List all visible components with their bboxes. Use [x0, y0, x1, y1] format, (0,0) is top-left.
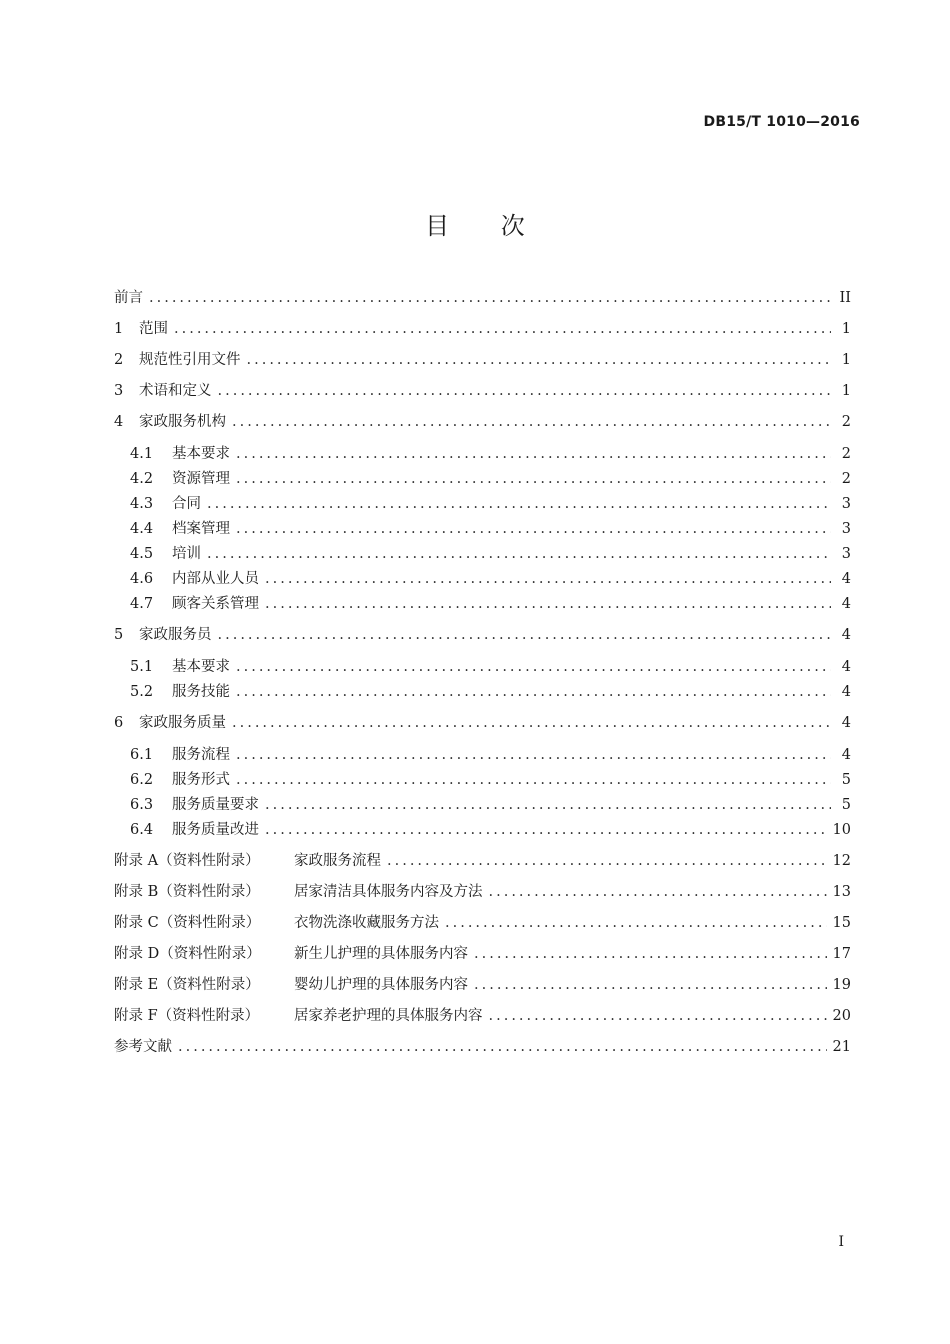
- toc-section-label: 居家养老护理的具体服务内容: [294, 1008, 483, 1024]
- dot-leader: [265, 567, 831, 591]
- toc-entry[interactable]: [114, 442, 851, 466]
- toc-entry[interactable]: [114, 623, 851, 647]
- toc-entry-title: [130, 743, 230, 767]
- toc-entry[interactable]: [114, 793, 851, 817]
- toc-entry[interactable]: [114, 880, 851, 904]
- toc-entry-title: [130, 655, 230, 679]
- dot-leader: [236, 680, 831, 704]
- dot-leader: [236, 467, 831, 491]
- toc-page-number: 13: [832, 884, 851, 900]
- toc-page-number: 5: [841, 797, 851, 813]
- toc-section-label: 基本要求: [172, 659, 230, 675]
- toc-section-label: 顾客关系管理: [172, 596, 259, 612]
- toc-entry[interactable]: [114, 849, 851, 873]
- toc-entry-title: [114, 849, 381, 873]
- toc-page-number: 4: [841, 596, 851, 612]
- toc-page-number: 4: [841, 627, 851, 643]
- toc-page-number: 2: [841, 446, 851, 462]
- toc-section-number: 3: [114, 383, 124, 399]
- toc-entry-title: [130, 467, 230, 491]
- dot-leader: [445, 911, 827, 935]
- toc-entry-title: [114, 880, 483, 904]
- toc-section-number: 6.3: [130, 797, 154, 813]
- toc-page-number: 3: [841, 546, 851, 562]
- toc-entry[interactable]: [114, 542, 851, 566]
- toc-entry-title: [114, 911, 439, 935]
- dot-leader: [474, 973, 827, 997]
- dot-leader: [265, 818, 827, 842]
- toc-entry-title: [114, 973, 468, 997]
- toc-section-label: 家政服务员: [139, 627, 212, 643]
- toc-section-label: 家政服务机构: [139, 414, 226, 430]
- toc-section-label: 家政服务质量: [139, 715, 226, 731]
- toc-section-label: 术语和定义: [139, 383, 212, 399]
- toc-page-number: 1: [841, 321, 851, 337]
- toc-page-number: 17: [832, 946, 851, 962]
- toc-entry-title: [130, 442, 230, 466]
- toc-section-number: 4.4: [130, 521, 154, 537]
- toc-section-label: 服务流程: [172, 747, 230, 763]
- toc-entry[interactable]: [114, 911, 851, 935]
- toc-page-number: 12: [832, 853, 851, 869]
- dot-leader: [265, 793, 831, 817]
- toc-section-number: 6.2: [130, 772, 154, 788]
- toc-section-number: 4.6: [130, 571, 154, 587]
- toc-entry[interactable]: [114, 348, 851, 372]
- dot-leader: [207, 542, 831, 566]
- toc-entry-title: [114, 711, 226, 735]
- toc-page-number: 19: [832, 977, 851, 993]
- toc-annex-label: 附录 C（资料性附录）: [114, 915, 261, 931]
- toc-section-label: 家政服务流程: [294, 853, 381, 869]
- toc-section-number: 4: [114, 414, 124, 430]
- page-title: 目 次: [425, 212, 547, 240]
- table-of-contents: [114, 286, 851, 1059]
- dot-leader: [265, 592, 831, 616]
- toc-entry[interactable]: [114, 711, 851, 735]
- toc-entry[interactable]: [114, 768, 851, 792]
- toc-section-number: 5: [114, 627, 124, 643]
- toc-section-number: 4.1: [130, 446, 154, 462]
- toc-section-number: 6.4: [130, 822, 154, 838]
- dot-leader: [218, 623, 832, 647]
- dot-leader: [207, 492, 831, 516]
- toc-section-label: 婴幼儿护理的具体服务内容: [294, 977, 468, 993]
- toc-section-label: 服务质量要求: [172, 797, 259, 813]
- toc-page-number: 4: [841, 684, 851, 700]
- toc-entry-title: [114, 286, 143, 310]
- dot-leader: [236, 442, 831, 466]
- toc-page-number: 15: [832, 915, 851, 931]
- toc-entry[interactable]: [114, 743, 851, 767]
- toc-entry-title: [114, 348, 241, 372]
- toc-section-number: 2: [114, 352, 124, 368]
- toc-page-number: 4: [841, 747, 851, 763]
- toc-annex-label: 附录 F（资料性附录）: [114, 1008, 260, 1024]
- dot-leader: [174, 317, 831, 341]
- toc-section-label: 规范性引用文件: [139, 352, 241, 368]
- toc-section-label: 资源管理: [172, 471, 230, 487]
- toc-section-label: 基本要求: [172, 446, 230, 462]
- toc-entry-title: [114, 1004, 483, 1028]
- toc-annex-label: 附录 A（资料性附录）: [114, 853, 260, 869]
- toc-entry-title: [114, 317, 168, 341]
- toc-entry-title: [130, 542, 201, 566]
- toc-page-number: 5: [841, 772, 851, 788]
- toc-entry[interactable]: [114, 379, 851, 403]
- dot-leader: [236, 743, 831, 767]
- toc-section-number: 1: [114, 321, 124, 337]
- toc-entry[interactable]: [114, 818, 851, 842]
- toc-page-number: 2: [841, 471, 851, 487]
- dot-leader: [236, 655, 831, 679]
- toc-page-number: 10: [832, 822, 851, 838]
- toc-section-number: 4.2: [130, 471, 154, 487]
- toc-page-number: 1: [841, 383, 851, 399]
- toc-section-label: 服务形式: [172, 772, 230, 788]
- toc-entry[interactable]: [114, 942, 851, 966]
- toc-section-label: 参考文献: [114, 1039, 172, 1055]
- toc-page-number: 4: [841, 659, 851, 675]
- dot-leader: [474, 942, 827, 966]
- toc-page-number: 21: [832, 1039, 851, 1055]
- toc-entry-title: [114, 1035, 172, 1059]
- toc-annex-label: 附录 E（资料性附录）: [114, 977, 260, 993]
- toc-entry[interactable]: [114, 410, 851, 434]
- toc-section-number: 4.5: [130, 546, 154, 562]
- toc-section-label: 居家清洁具体服务内容及方法: [294, 884, 483, 900]
- dot-leader: [232, 711, 831, 735]
- toc-entry-title: [114, 942, 468, 966]
- toc-page-number: 4: [841, 715, 851, 731]
- dot-leader: [232, 410, 831, 434]
- toc-entry[interactable]: [114, 973, 851, 997]
- toc-section-label: 培训: [172, 546, 201, 562]
- toc-entry-title: [130, 567, 259, 591]
- toc-page-number: 4: [841, 571, 851, 587]
- toc-page-number: 20: [832, 1008, 851, 1024]
- toc-section-label: 新生儿护理的具体服务内容: [294, 946, 468, 962]
- toc-entry-title: [114, 623, 212, 647]
- dot-leader: [247, 348, 832, 372]
- toc-section-label: 档案管理: [172, 521, 230, 537]
- toc-entry[interactable]: [114, 655, 851, 679]
- toc-section-label: 范围: [139, 321, 168, 337]
- dot-leader: [489, 880, 827, 904]
- toc-entry[interactable]: [114, 567, 851, 591]
- toc-entry[interactable]: [114, 286, 851, 310]
- toc-entry[interactable]: [114, 1004, 851, 1028]
- toc-entry[interactable]: [114, 1035, 851, 1059]
- toc-section-label: 合同: [172, 496, 201, 512]
- toc-entry[interactable]: [114, 680, 851, 704]
- toc-entry[interactable]: [114, 492, 851, 516]
- toc-section-number: 6: [114, 715, 124, 731]
- toc-entry-title: [114, 379, 212, 403]
- dot-leader: [149, 286, 831, 310]
- dot-leader: [387, 849, 827, 873]
- dot-leader: [236, 517, 831, 541]
- toc-page-number: 1: [841, 352, 851, 368]
- document-code: DB15/T 1010—2016: [703, 114, 860, 130]
- toc-section-number: 5.2: [130, 684, 154, 700]
- toc-section-label: 衣物洗涤收藏服务方法: [294, 915, 439, 931]
- dot-leader: [218, 379, 832, 403]
- toc-section-label: 服务质量改进: [172, 822, 259, 838]
- toc-entry-title: [114, 410, 226, 434]
- toc-page-number: 3: [841, 521, 851, 537]
- toc-entry-title: [130, 768, 230, 792]
- toc-entry[interactable]: [114, 317, 851, 341]
- toc-section-label: 服务技能: [172, 684, 230, 700]
- toc-entry[interactable]: [114, 517, 851, 541]
- toc-entry-title: [130, 492, 201, 516]
- toc-entry[interactable]: [114, 592, 851, 616]
- toc-entry-title: [130, 592, 259, 616]
- dot-leader: [236, 768, 831, 792]
- toc-annex-label: 附录 D（资料性附录）: [114, 946, 261, 962]
- footer-page-number: I: [838, 1234, 844, 1250]
- toc-annex-label: 附录 B（资料性附录）: [114, 884, 260, 900]
- toc-section-number: 4.7: [130, 596, 154, 612]
- toc-page-number: 3: [841, 496, 851, 512]
- toc-section-label: 前言: [114, 290, 143, 306]
- toc-section-number: 5.1: [130, 659, 154, 675]
- dot-leader: [489, 1004, 827, 1028]
- toc-page-number: 2: [841, 414, 851, 430]
- toc-entry-title: [130, 680, 230, 704]
- toc-section-number: 6.1: [130, 747, 154, 763]
- toc-section-number: 4.3: [130, 496, 154, 512]
- toc-entry[interactable]: [114, 467, 851, 491]
- toc-section-label: 内部从业人员: [172, 571, 259, 587]
- toc-entry-title: [130, 517, 230, 541]
- toc-entry-title: [130, 818, 259, 842]
- toc-page-number: II: [839, 290, 851, 306]
- dot-leader: [178, 1035, 827, 1059]
- toc-entry-title: [130, 793, 259, 817]
